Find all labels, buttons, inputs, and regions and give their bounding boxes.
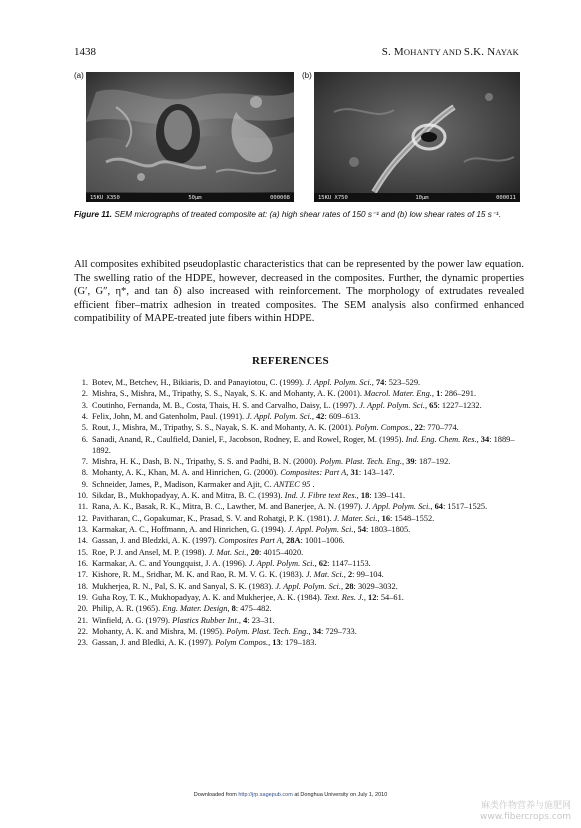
reference-volume: 2 [347, 570, 353, 580]
reference-authors: Schneider, James, P., Madison, Karmaker and Ajit, C. [92, 479, 272, 489]
reference-item [74, 593, 524, 604]
reference-pages: : 139–141. [369, 491, 406, 500]
reference-volume: 64 [434, 502, 443, 512]
reference-journal: J. Appl. Polym. Sci., [246, 412, 314, 422]
reference-volume: 54 [357, 525, 367, 535]
reference-journal: J. Appl. Polym. Sci., [306, 378, 374, 387]
sem-id-b: 000011 [496, 194, 516, 201]
reference-item [74, 435, 524, 457]
reference-pages: : 475–482. [235, 604, 272, 614]
reference-number: 16. [77, 559, 88, 569]
conclusion-paragraph: All composites exhibited pseudoplastic characteristics that can be represented by the power law equation. The swelling ratio of the HDPE, however, decreased in the composites. Further, the dynamic properties (G′, G″, η*, and tan δ) also increased with reinforcement. The morphology of extrudates revealed efficient fiber–matrix adhesion in treated composites. The SEM analysis also confirmed enhanced compatibility of MAPE-treated jute fibers within HDPE. [74, 259, 524, 325]
page-number: 1438 [74, 46, 96, 58]
reference-volume: 20 [250, 547, 260, 557]
page-footer [0, 792, 581, 798]
reference-number: 9. [81, 479, 88, 489]
reference-authors: Pavitharan, C., Gopakumar, K., Prasad, S. V. and Rohatgi, P. K. (1981). [92, 513, 332, 523]
reference-journal: J. Appl. Polym. Sci., [248, 559, 317, 569]
reference-item [74, 502, 524, 513]
reference-pages: : 729–733. [321, 627, 357, 637]
reference-number: 2. [81, 389, 88, 399]
reference-authors: Karmakar, A. C., Hoffmann, A. and Hinrichen, G. (1994). [92, 525, 286, 535]
reference-number: 20. [77, 604, 88, 614]
reference-authors: Botev, M., Betchev, H., Bikiaris, D. and Panayiotou, C. (1999). [92, 378, 304, 387]
running-head-part: OHANTY AND [403, 47, 464, 57]
reference-authors: Philip, A. R. (1965). [92, 604, 161, 614]
reference-volume: 31 [350, 468, 359, 478]
watermark-line-2: www.fibercrops.com [480, 812, 571, 822]
reference-item [74, 514, 524, 525]
reference-number: 23. [77, 638, 88, 648]
reference-number: 11. [77, 502, 88, 512]
reference-volume: 62 [318, 559, 328, 569]
reference-pages: : 1889–1892. [92, 434, 515, 455]
reference-volume: 4 [243, 615, 248, 625]
reference-volume: 34 [480, 434, 490, 444]
reference-volume: 74 [375, 378, 385, 387]
sem-info-bar-b [314, 193, 520, 202]
reference-number: 19. [77, 593, 88, 603]
reference-journal: ANTEC 95 [273, 479, 311, 489]
reference-authors: Mishra, H. K., Dash, B. N., Tripathy, S. S. and Padhi, B. N. (2000). [92, 456, 318, 466]
reference-pages: : 4015–4020. [259, 547, 304, 557]
reference-number: 10. [77, 491, 88, 500]
reference-number: 1. [81, 378, 88, 387]
reference-journal: Polym Compos., [215, 638, 271, 648]
reference-authors: Sikdar, B., Mukhopadyay, A. K. and Mitra, B. C. (1993). [92, 491, 283, 500]
reference-item [74, 627, 524, 638]
reference-journal: Eng. Mater. Design, [162, 604, 230, 614]
reference-authors: Mukherjea, R. N., Pal, S. K. and Sanyal, S. K. (1983). [92, 581, 274, 591]
footer-suffix: at Donghua University on July 1, 2010 [294, 792, 388, 798]
reference-pages: : 23–31. [247, 615, 275, 625]
reference-pages: : 1803–1805. [366, 525, 411, 535]
reference-number: 8. [81, 468, 88, 478]
reference-journal: J. Appl. Polym. Sci., [364, 502, 433, 512]
footer-prefix: Downloaded from [193, 792, 237, 798]
reference-volume: 22 [414, 423, 423, 433]
reference-volume: 39 [406, 456, 415, 466]
reference-pages: : 187–192. [414, 456, 451, 466]
references-heading: REFERENCES [252, 355, 329, 367]
figure-caption-label: Figure 11. [74, 210, 113, 219]
reference-pages: : 770–774. [422, 423, 459, 433]
reference-authors: Kishore, R. M., Sridhar, M. K. and Rao, R. M. V. G. K. (1983). [92, 570, 304, 580]
reference-volume: 18 [360, 491, 370, 500]
reference-pages: : 286–291. [440, 389, 477, 399]
sem-info-bar-a [86, 193, 294, 202]
reference-item [74, 548, 524, 559]
reference-journal: Polym. Plast. Tech. Eng., [319, 456, 405, 466]
reference-item [74, 525, 524, 536]
reference-journal: Macrol. Mater. Eng., [364, 389, 434, 399]
reference-authors: Sanadi, Anand, R., Caulfield, Daniel, F., Jacobson, Rodney, E. and Rowel, Roger, M. (1995). [92, 434, 404, 444]
watermark-line-1: 麻类作物营养与施肥网 [480, 801, 571, 811]
sem-texture-a [86, 72, 294, 202]
reference-number: 7. [81, 456, 88, 466]
reference-journal: Polym. Plast. Tech. Eng., [226, 627, 311, 637]
reference-journal: J. Appl. Polym. Sci., [275, 581, 344, 591]
reference-journal: J. Appl. Polym. Sci., [359, 400, 428, 410]
reference-item [74, 412, 524, 423]
reference-journal: Ind. J. Fibre text Res., [284, 491, 359, 500]
reference-pages: . [312, 479, 315, 489]
reference-number: 5. [81, 423, 88, 433]
reference-authors: Gassan, J. and Bledzki, A. K. (1997). [92, 536, 217, 546]
reference-authors: Felix, John, M. and Gatenholm, Paul. (1991). [92, 412, 245, 422]
sem-texture-b [314, 72, 520, 202]
reference-journal: J. Mat. Sci., [305, 570, 346, 580]
reference-authors: Roe, P. J. and Ansel, M. P. (1998). [92, 547, 207, 557]
footer-link[interactable]: http://jrp.sagepub.com [238, 792, 293, 798]
reference-number: 4. [81, 412, 88, 422]
reference-journal: Ind. Eng. Chem. Res., [405, 434, 479, 444]
reference-volume: 28 [345, 581, 354, 591]
sem-id-a: 000008 [270, 194, 290, 201]
reference-number: 22. [77, 627, 88, 637]
running-head-part: S.K. N [463, 46, 496, 58]
running-head-part: S. M [381, 46, 404, 58]
reference-item [74, 536, 524, 547]
reference-number: 17. [77, 570, 88, 580]
reference-pages: : 1001–1006. [300, 536, 345, 546]
reference-item [74, 378, 524, 389]
reference-pages: : 143–147. [358, 468, 395, 478]
reference-authors: Karmakar, A. C. and Youngquist, J. A. (1996). [92, 559, 247, 569]
reference-authors: Gassan, J. and Bledki, A. K. (1997). [92, 638, 213, 648]
reference-item [74, 457, 524, 468]
reference-volume: 16 [381, 513, 391, 523]
reference-volume: 8 [231, 604, 236, 614]
reference-number: 13. [77, 525, 88, 535]
reference-item [74, 582, 524, 593]
reference-number: 6. [81, 434, 88, 444]
watermark [480, 801, 571, 823]
reference-authors: Coutinho, Fernanda, M. B., Costa, Thais, H. S. and Carvalho, Daisy, L. (1997). [92, 400, 358, 410]
reference-journal: Plastics Rubber Int., [172, 615, 242, 625]
reference-item [74, 570, 524, 581]
reference-number: 21. [77, 615, 88, 625]
reference-pages: : 54–61. [376, 593, 404, 603]
sem-scale-a: 50µm [188, 194, 202, 201]
reference-pages: : 609–613. [324, 412, 361, 422]
page-header [74, 46, 519, 60]
reference-number: 18. [77, 581, 88, 591]
reference-item [74, 480, 524, 491]
reference-volume: 13 [272, 638, 281, 648]
reference-item [74, 491, 524, 502]
reference-journal: Polym. Compos., [355, 423, 413, 433]
panel-label-a: (a) [74, 71, 84, 80]
reference-volume: 12 [368, 593, 377, 603]
reference-item [74, 468, 524, 479]
reference-journal: J. Mater. Sci., [333, 513, 380, 523]
reference-item [74, 401, 524, 412]
figure-caption [74, 210, 524, 221]
sem-scale-b: 10µm [415, 194, 429, 201]
reference-volume: 34 [312, 627, 321, 637]
reference-authors: Rout, J., Mishra, M., Tripathy, S. S., Nayak, S. K. and Mohanty, A. K. (2001). [92, 423, 354, 433]
reference-journal: Composites Part A, [218, 536, 285, 546]
reference-item [74, 604, 524, 615]
reference-authors: Guha Roy, T. K., Mukhopadyay, A. K. and Mukherjee, A. K. (1984). [92, 593, 322, 603]
reference-journal: J. Appl. Polym. Sci., [287, 525, 356, 535]
reference-journal: Text. Res. J., [323, 593, 366, 603]
reference-item [74, 638, 524, 649]
reference-number: 15. [77, 547, 88, 557]
reference-pages: : 3029–3032. [353, 581, 398, 591]
running-head [382, 46, 519, 58]
sem-micrograph-a [86, 72, 294, 202]
reference-volume: 65 [429, 400, 438, 410]
reference-volume: 1 [436, 389, 441, 399]
reference-authors: Mishra, S., Mishra, M., Tripathy, S. S., Nayak, S. K. and Mohanty, A. K. (2001). [92, 389, 362, 399]
reference-item [74, 559, 524, 570]
reference-authors: Mohanty, A. K., Khan, M. A. and Hinrichen, G. (2000). [92, 468, 279, 478]
running-head-part: AYAK [495, 47, 519, 57]
panel-label-b: (b) [302, 71, 312, 80]
reference-item [74, 389, 524, 400]
reference-pages: : 1548–1552. [390, 513, 435, 523]
sem-micrograph-b [314, 72, 520, 202]
reference-journal: Composites: Part A, [280, 468, 349, 478]
reference-pages: : 1227–1232. [437, 400, 482, 410]
sem-magnification-a: 15KU X350 [90, 194, 120, 201]
sem-magnification-b: 15KU X750 [318, 194, 348, 201]
reference-authors: Winfield, A. G. (1979). [92, 615, 171, 625]
reference-number: 14. [77, 536, 88, 546]
reference-volume: 42 [316, 412, 325, 422]
reference-volume: 28A [286, 536, 301, 546]
reference-pages: : 179–183. [280, 638, 317, 648]
reference-pages: : 1517–1525. [442, 502, 488, 512]
figure-caption-text: SEM micrographs of treated composite at: (a) high shear rates of 150 s⁻¹ and (b) low shear rates of 15 s⁻¹. [114, 210, 502, 219]
reference-number: 3. [81, 400, 88, 410]
reference-number: 12. [77, 513, 88, 523]
reference-item [74, 423, 524, 434]
reference-authors: Mohanty, A. K. and Mishra, M. (1995). [92, 627, 225, 637]
reference-pages: : 523–529. [384, 378, 421, 387]
reference-authors: Rana, A. K., Basak, R. K., Mitra, B. C., Lawther, M. and Banerjee, A. N. (1997). [92, 502, 363, 512]
references-list [74, 378, 524, 650]
reference-journal: J. Mat. Sci., [208, 547, 249, 557]
reference-item [74, 616, 524, 627]
reference-pages: : 1147–1153. [327, 559, 371, 569]
reference-pages: : 99–104. [352, 570, 384, 580]
